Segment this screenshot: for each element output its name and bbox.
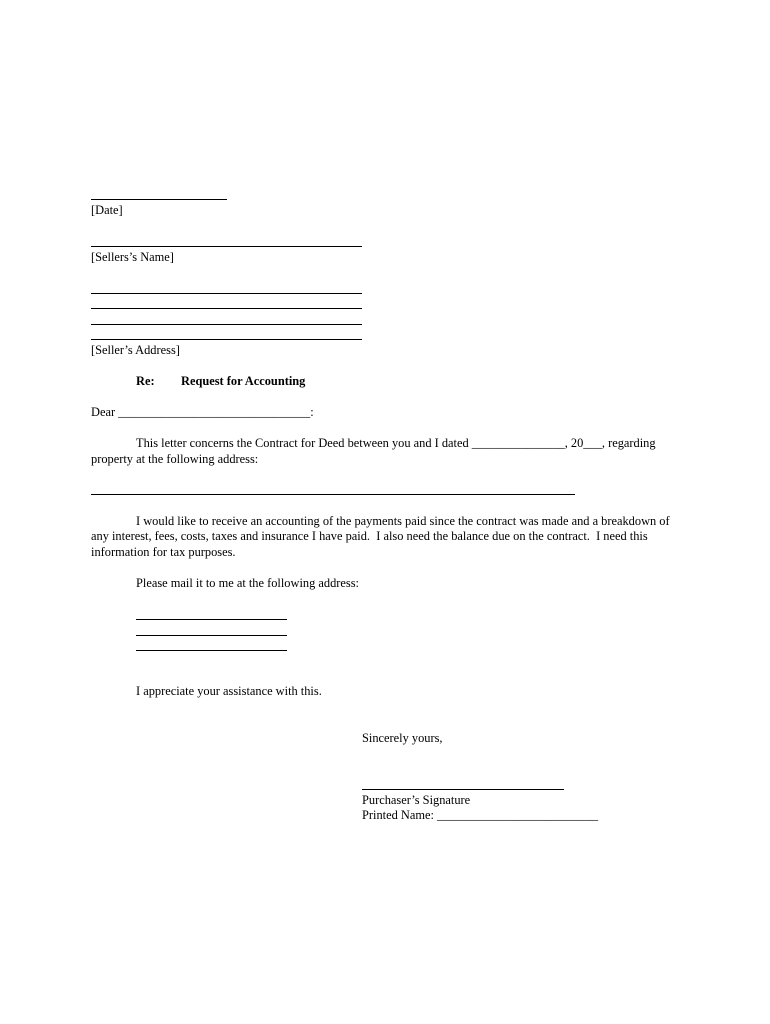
seller-address-line-1 [91, 293, 362, 294]
paragraph-3: Please mail it to me at the following address: [136, 576, 359, 590]
paragraph-2-line-1: I would like to receive an accounting of the payments paid since the contract was made and a breakdown of [136, 514, 670, 528]
signature-label: Purchaser’s Signature [362, 793, 471, 807]
seller-address-line-3 [91, 324, 362, 325]
salutation: Dear _______________________________: [91, 405, 314, 419]
date-line [91, 199, 227, 200]
mailing-address-line-3 [136, 650, 287, 651]
subject: Request for Accounting [181, 374, 306, 388]
seller-address-line-4 [91, 339, 362, 340]
property-address-line [91, 494, 575, 495]
paragraph-1-line-1: This letter concerns the Contract for Deed between you and I dated _______________, 20___, regarding [136, 436, 656, 450]
signature-line [362, 789, 564, 790]
paragraph-2-line-2: any interest, fees, costs, taxes and insurance I have paid. I also need the balance due on the contract. I need this [91, 529, 648, 543]
re-label: Re: [136, 374, 155, 388]
paragraph-4: I appreciate your assistance with this. [136, 684, 322, 698]
mailing-address-line-2 [136, 635, 287, 636]
paragraph-1-line-2: property at the following address: [91, 452, 259, 466]
mailing-address-line-1 [136, 619, 287, 620]
closing: Sincerely yours, [362, 731, 443, 745]
date-label: [Date] [91, 203, 123, 217]
seller-address-line-2 [91, 308, 362, 309]
seller-name-label: [Sellers’s Name] [91, 250, 174, 264]
paragraph-2-line-3: information for tax purposes. [91, 545, 236, 559]
seller-name-line [91, 246, 362, 247]
seller-address-label: [Seller’s Address] [91, 343, 180, 357]
printed-name: Printed Name: __________________________ [362, 808, 599, 822]
